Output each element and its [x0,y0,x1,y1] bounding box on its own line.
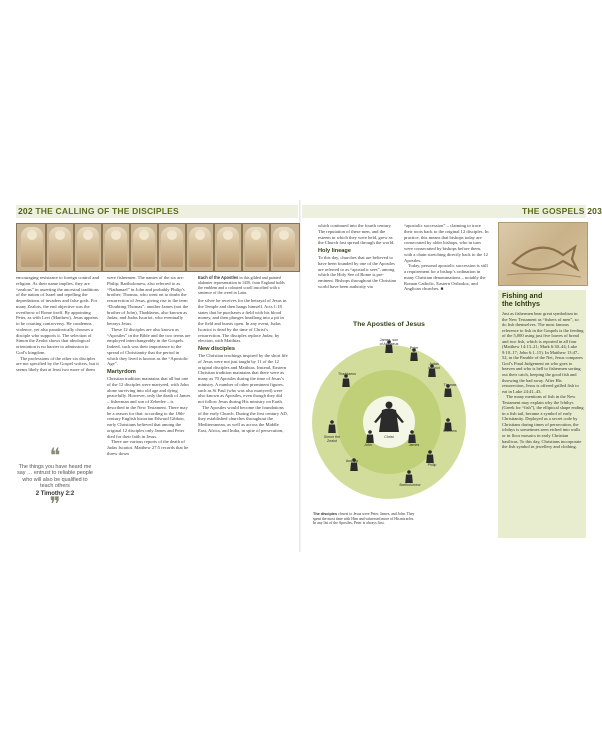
apostle-label: Bartholomew [399,483,421,487]
sidebar-paragraph: The many mentions of fish in the New Testament may explain why the Ichthys (Greek for “fish”), the elliptical shape ending in a fish tail, became a symbol of early Christianity. Deployed as a secret code by Christians during times of persecution, the ichthys is sometimes seen etched into walls or in floor mosaics in early Christian basilicas. To this day, Christians incorporate the fish symbol in jewellery and clothing. [502,394,584,450]
open-quote-icon: ❝ [49,445,61,467]
left-page-number: 202 [18,206,33,216]
diagram-title: The Apostles of Jesus [353,321,425,328]
quote-reference: 2 Timothy 2:2 [35,490,75,497]
pull-quote [16,445,94,516]
apostle-label: Thomas [443,383,457,387]
right-column-1 [318,223,396,290]
paragraph: There are various reports of the death of Judas Iscariot. Matthew 27:5 records that he threw down [107,439,189,456]
diagram-caption [313,512,417,526]
apostle-label: Simon the Zealot [323,435,341,444]
apostle-label: Judas Iscariot [428,362,440,371]
subheading-martyrdom: Martyrdom [107,369,136,375]
paragraph: The Christian teachings inspired by the short life of Jesus were not just taught by 11 of the 12 original disciples and Matthias. Instead, Eastern Christian tradition maintains that there were as many as 70 Apostles during the time of Jesus’s ministry. A number of other prominent figures, such as St Paul (who was also martyred) were also known as Apostles, even though they did not follow Jesus during His ministry on Earth. [198,353,288,404]
apostle-label: James [408,443,420,447]
left-column-1 [16,275,100,373]
right-header-title: THE GOSPELS [522,206,585,216]
image-caption-bold: Each of the Apostles [198,275,239,280]
apostle-label: Andrew [345,459,359,463]
quote-text: The things you have heard me say … entrust to reliable people who will also be qualified to teach others [17,464,93,490]
paragraph: the silver he receives for the betrayal of Jesus in the Temple and then hangs himself. Acts 1:18 states that he purchases a field with his blood money, and then plunges headlong into a pit in the field and bursts open. In any event, Judas Iscariot is dead by the time of Christ’s resurrection. The disciples replace Judas; by election, with Matthias. [198,298,287,344]
paragraph: encouraging resistance to foreign control and religion. As their name implies, they are “zealous” in asserting the ancestral traditions of the nation of Israel and repelling the depredations of invaders and false gods. For many Zealots, the end objective was the overthrow of Rome itself. By appointing Peter, as with Levi (Matthew), Jesus appears to be courting controversy. He condemns violence, yet also paradoxically chooses a disciple who supports it. The selection of Simon the Zealot shows that ideological orientation is no barrier to admission to God’s kingdom. [16,275,100,355]
paragraph: Christian tradition maintains that all but one of the 12 disciples were martyred, with John alone surviving into old age and dying peacefully. However, only the death of James – fisherman and son of Zebedee – is described in the New Testament. There may be a reason for that: according to the 18th-century English historian Edward Gibbon, early Christians believed that among the original 12 disciples only James and Peter died for their faith in Jesus. [107,376,191,439]
paragraph: “apostolic succession” – claiming to trace their roots back to the original 12 disciples. In practice, this means that bishops today are consecrated by older bishops, who in turn were consecrated by bishops before them, with a chain stretching directly back to the 12 Apostles. [404,223,489,263]
apostle-label: Philip [427,463,437,467]
apostle-label: Matthew [443,429,457,433]
close-quote-icon: ❞ [49,493,61,516]
paragraph: The professions of the other six disciples are not specified by the Gospel writers, but it seems likely that at least two more of them [16,355,99,372]
paragraph: These 12 disciples are also known as “Apostles” in the Bible and the two terms are employed interchangeably in the Gospels. Indeed, such was their importance to the spread of Christianity that the period in which they lived is known as the “Apostolic Age”. [107,326,191,367]
right-column-2 [404,223,490,292]
left-header-title: THE CALLING OF THE DISCIPLES [35,206,179,216]
diagram-caption-rest: closest to Jesus were Peter, James, and John. They spent the most time with Him and witnessed more of His miracles. In any list of the Apostles, Peter is always first. [313,512,415,526]
apostles-diagram [310,328,468,506]
right-page-number: 203 [587,206,602,216]
sidebar-title-line-2: the Ichthys [502,299,540,308]
left-header [18,205,179,218]
left-column-3 [198,275,288,434]
apostles-alabaster-image [16,223,300,272]
apostle-label: James, son of Alphaeus [379,338,399,347]
image-caption [198,275,288,295]
diagram-caption-bold: The disciples [313,512,338,516]
sidebar-title-line-1: Fishing and [502,291,543,300]
paragraph: which continued into the fourth century. The reputation of these men, and the esteem in which they were held, grew as the Church fast spread through the world. [318,223,395,246]
ichthys-stone-image [498,222,588,286]
sidebar-text [502,311,584,450]
image-caption-rest: in this gilded and painted alabaster representation in 1450, from England holds the emblem and a coloured scroll inscribed with a sentence of the creed in Latin. [198,275,285,295]
apostle-label: John [364,443,372,447]
center-label: Christ [384,435,394,439]
apostle-label: Peter [409,346,419,350]
subheading-holy-lineage: Holy lineage [318,248,351,254]
apostle-label: Thaddaeus [338,372,356,376]
right-header [522,205,602,218]
left-column-2 [107,275,191,457]
paragraph: The Apostles would become the foundations of the early Church. During the first century AD, they established churches throughout the Mediterranean, as well as across the Middle East, Africa, and India, in spite of persecution, [198,404,288,433]
sidebar-title [502,292,584,308]
sidebar-paragraph: Just as fishermen bear great symbolism in the New Testament as “fishers of men”, so do fish themselves. The most famous reference to fish in the Gospels is the feeding of the 5,000 using just five loaves of bread and two fish, which is reported in all four (Matthew 14:13–21; Mark 6:30–44; Luke 9:10–17; John 6:1–15). In Matthew 13:47–52, in the Parable of the Net, Jesus compares God’s Final Judgement on who goes to heaven and who is hell to fishermen sorting out their catch, keeping the good fish and throwing the bad away. After His resurrection, Jesus is offered grilled fish to eat in Luke 24:41–43. [502,311,584,394]
paragraph: were fishermen. The names of the six are: Philip; Bartholomew, also referred to as “Nathanael” in John and probably Philip’s brother; Thomas, who went on to doubt the resurrection of Jesus, giving rise to the term “Doubting Thomas”; another James (not the brother of John), Thaddaeus, also known as Judas; and Judas Iscariot, who eventually betrays Jesus. [107,275,189,326]
paragraph: Today, personal apostolic succession is still a requirement for a bishop’s ordination in many Christian denominations – notably the Roman Catholic, Eastern Orthodox, and Anglican churches. ■ [404,263,488,292]
ichthys-fish-icon [499,223,587,285]
subheading-new-disciples: New disciples [198,346,235,352]
paragraph: To this day, churches that are believed to have been founded by one of the Apostles are referred to as “apostolic sees”, among which the Holy See of Rome is pre-eminent. Bishops throughout the Christian world have been authority via [318,255,396,289]
